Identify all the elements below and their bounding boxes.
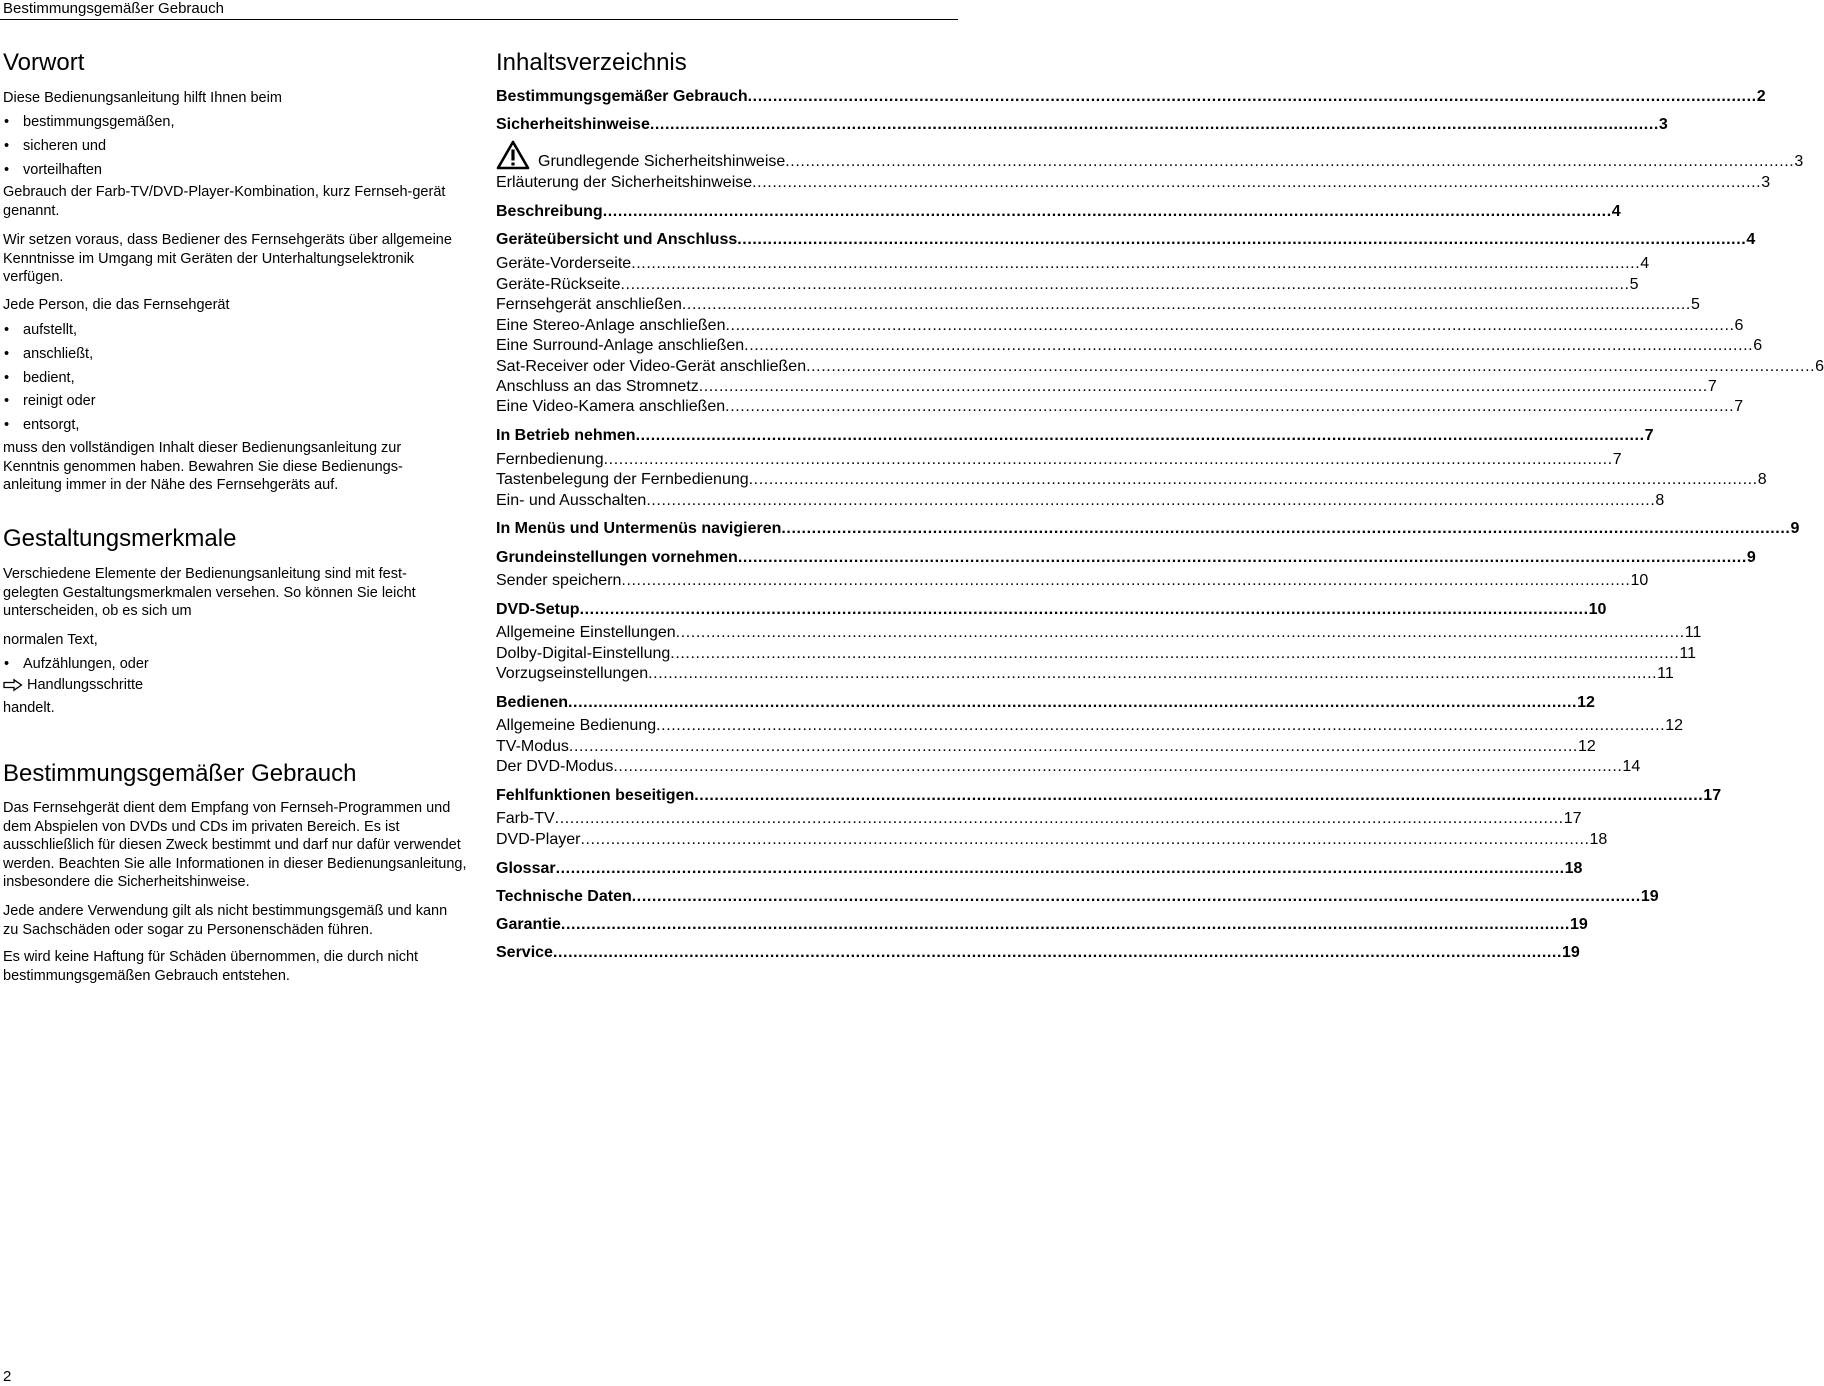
heading-gestaltungsmerkmale: Gestaltungsmerkmale (3, 525, 237, 552)
toc-entry[interactable] (496, 519, 1800, 539)
vorwort-paragraph: Gebrauch der Farb-TV/DVD-Player-Kombination, kurz Fernseh-gerät genannt. (3, 184, 446, 219)
toc-entry-label: DVD-Player (496, 831, 581, 848)
toc-leader-dots: ........................................................................................................................................................................................................ (648, 665, 1658, 682)
toc-heading: Inhaltsverzeichnis (496, 49, 687, 76)
toc-entry[interactable] (496, 173, 1771, 193)
toc-entry-label: TV-Modus (496, 738, 569, 755)
toc-leader-dots: ........................................................................................................................................................................................................ (568, 738, 1578, 755)
toc-leader-dots: ........................................................................................................................................................................................................ (725, 398, 1735, 415)
toc-leader-dots: ........................................................................................................................................................................................................ (681, 296, 1691, 313)
toc-entry-label: Grundlegende Sicherheitshinweise (538, 153, 786, 170)
toc-entry-page: 12 (1665, 717, 1683, 734)
toc-entry[interactable] (496, 470, 1767, 490)
toc-entry-label: Anschluss an das Stromnetz (496, 378, 699, 395)
toc-entry[interactable] (496, 623, 1702, 643)
page-number: 2 (3, 1368, 12, 1385)
toc-entry-page: 17 (1563, 810, 1582, 827)
toc-leader-dots: ........................................................................................................................................................................................................ (725, 317, 1735, 334)
vorwort-intro: Diese Bedienungsanleitung hilft Ihnen beim (3, 90, 282, 106)
toc-leader-dots: ........................................................................................................................................................................................................ (552, 944, 1562, 961)
toc-entry-label: Geräte-Rückseite (496, 276, 621, 293)
toc-entry[interactable] (496, 316, 1744, 336)
toc-entry-label: Geräteübersicht und Anschluss (496, 231, 738, 248)
toc-entry-page: 5 (1690, 296, 1700, 313)
toc-entry-page: 4 (1611, 203, 1621, 220)
toc-leader-dots: ........................................................................................................................................................................................................ (698, 378, 1708, 395)
toc-entry[interactable] (496, 859, 1583, 879)
toc-leader-dots: ........................................................................................................................................................................................................ (694, 787, 1704, 804)
toc-entry[interactable] (496, 887, 1659, 907)
toc-entry[interactable] (496, 943, 1580, 963)
toc-entry-page: 6 (1753, 337, 1763, 354)
toc-entry-page: 4 (1746, 231, 1756, 248)
toc-entry-page: 11 (1679, 645, 1696, 662)
toc-leader-dots: ........................................................................................................................................................................................................ (744, 337, 1754, 354)
toc-entry-page: 17 (1703, 787, 1722, 804)
toc-leader-dots: ........................................................................................................................................................................................................ (670, 645, 1680, 662)
toc-entry[interactable] (496, 230, 1756, 250)
toc-leader-dots: ........................................................................................................................................................................................................ (621, 572, 1631, 589)
toc-entry-page: 7 (1707, 378, 1717, 395)
toc-entry-page: 8 (1757, 471, 1767, 488)
gebrauch-paragraph: Es wird keine Haftung für Schäden übernommen, die durch nicht bestimmungsgemäßen Gebrauch entstehen. (3, 949, 419, 984)
toc-entry-page: 14 (1622, 758, 1641, 775)
toc-entry-label: Bedienen (496, 694, 569, 711)
toc-entry-label: Eine Stereo-Anlage anschließen (496, 317, 726, 334)
toc-entry-page: 19 (1562, 944, 1580, 961)
toc-entry-page: 8 (1655, 492, 1665, 509)
toc-entry-page: 2 (1756, 88, 1766, 105)
toc-entry-label: Fernsehgerät anschließen (496, 296, 682, 313)
toc-leader-dots: ........................................................................................................................................................................................................ (748, 471, 1758, 488)
toc-entry-page: 7 (1644, 427, 1654, 444)
toc-entry[interactable] (496, 152, 1804, 172)
toc-entry-page: 3 (1794, 153, 1804, 170)
toc-entry-label: Fernbedienung (496, 451, 604, 468)
toc-leader-dots: ........................................................................................................................................................................................................ (603, 451, 1613, 468)
toc-entry[interactable] (496, 254, 1650, 274)
toc-entry[interactable] (496, 202, 1621, 222)
toc-entry[interactable] (496, 809, 1582, 829)
toc-entry[interactable] (496, 491, 1665, 511)
toc-entry-label: Sender speichern (496, 572, 622, 589)
toc-entry-page: 7 (1612, 451, 1622, 468)
toc-leader-dots: ........................................................................................................................................................................................................ (620, 276, 1630, 293)
toc-entry-page: 18 (1564, 860, 1583, 877)
toc-entry[interactable] (496, 357, 1824, 377)
toc-entry[interactable] (496, 693, 1595, 713)
toc-entry[interactable] (496, 915, 1588, 935)
toc-entry-label: Geräte-Vorderseite (496, 255, 632, 272)
toc-entry[interactable] (496, 336, 1763, 356)
toc-entry-page: 11 (1657, 665, 1674, 682)
gestaltung-closing: handelt. (3, 700, 55, 716)
toc-leader-dots: ........................................................................................................................................................................................................ (752, 174, 1762, 191)
normal-text-example: normalen Text, (3, 632, 98, 648)
toc-leader-dots: ........................................................................................................................................................................................................ (781, 520, 1791, 537)
toc-leader-dots: ........................................................................................................................................................................................................ (555, 860, 1565, 877)
toc-entry[interactable] (496, 757, 1641, 777)
toc-leader-dots: ........................................................................................................................................................................................................ (649, 116, 1659, 133)
toc-entry[interactable] (496, 664, 1674, 684)
gebrauch-paragraph: Jede andere Verwendung gilt als nicht bestimmungsgemäß und kann zu Sachschäden oder sogar zu Personenschäden führen. (3, 903, 448, 938)
toc-entry-page: 10 (1588, 601, 1607, 618)
toc-entry[interactable] (496, 548, 1756, 568)
toc-entry[interactable] (496, 786, 1722, 806)
toc-leader-dots: ........................................................................................................................................................................................................ (613, 758, 1623, 775)
toc-entry-label: Erläuterung der Sicherheitshinweise (496, 174, 753, 191)
toc-entry-label: Technische Daten (496, 888, 632, 905)
toc-entry-label: DVD-Setup (496, 601, 580, 618)
toc-leader-dots: ........................................................................................................................................................................................................ (579, 601, 1589, 618)
toc-entry[interactable] (496, 644, 1696, 664)
toc-leader-dots: ........................................................................................................................................................................................................ (580, 831, 1590, 848)
toc-entry-page: 18 (1589, 831, 1608, 848)
toc-entry-label: Eine Surround-Anlage anschließen (496, 337, 745, 354)
toc-entry[interactable] (496, 275, 1639, 295)
toc-entry[interactable] (496, 426, 1654, 446)
toc-entry[interactable] (496, 600, 1607, 620)
toc-entry[interactable] (496, 737, 1596, 757)
toc-leader-dots: ........................................................................................................................................................................................................ (560, 916, 1570, 933)
toc-entry-label: Sat-Receiver oder Video-Gerät anschließen (496, 358, 807, 375)
toc-entry-label: Fehlfunktionen beseitigen (496, 787, 695, 804)
toc-leader-dots: ........................................................................................................................................................................................................ (737, 549, 1747, 566)
toc-entry-label: Vorzugseinstellungen (496, 665, 649, 682)
toc-entry[interactable] (496, 377, 1717, 397)
toc-entry-page: 7 (1734, 398, 1744, 415)
toc-entry-page: 10 (1630, 572, 1649, 589)
toc-entry-label: Ein- und Ausschalten (496, 492, 647, 509)
toc-entry[interactable] (496, 571, 1649, 591)
warning-triangle-icon (496, 140, 530, 170)
toc-entry-label: Dolby-Digital-Einstellung (496, 645, 671, 662)
toc-entry-label: Grundeinstellungen vornehmen (496, 549, 738, 566)
header-divider (0, 19, 958, 20)
toc-entry-label: Allgemeine Einstellungen (496, 624, 676, 641)
toc-entry-label: Farb-TV (496, 810, 555, 827)
toc-entry-page: 5 (1629, 276, 1639, 293)
toc-leader-dots: ........................................................................................................................................................................................................ (631, 888, 1641, 905)
running-header: Bestimmungsgemäßer Gebrauch (3, 0, 224, 17)
heading-vorwort: Vorwort (3, 49, 85, 76)
toc-entry-label: Service (496, 944, 553, 961)
toc-entry-page: 19 (1569, 916, 1588, 933)
hollow-arrow-icon (3, 679, 23, 691)
toc-leader-dots: ........................................................................................................................................................................................................ (675, 624, 1685, 641)
toc-leader-dots: ........................................................................................................................................................................................................ (656, 717, 1666, 734)
toc-entry-label: Tastenbelegung der Fernbedienung (496, 471, 749, 488)
vorwort-paragraph: Wir setzen voraus, dass Bediener des Fernsehgeräts über allgemeine Kenntnisse im Umgang mit Geräten der Unterhaltungselektronik verfügen. (3, 232, 452, 285)
toc-entry-page: 12 (1577, 694, 1595, 711)
toc-entry-label: Bestimmungsgemäßer Gebrauch (496, 88, 748, 105)
toc-entry-page: 3 (1761, 174, 1771, 191)
toc-leader-dots: ........................................................................................................................................................................................................ (635, 427, 1645, 444)
toc-entry[interactable] (496, 295, 1700, 315)
toc-entry[interactable] (496, 830, 1608, 850)
vorwort-paragraph: muss den vollständigen Inhalt dieser Bedienungsanleitung zur Kenntnis genommen haben. Bewahren Sie diese Bedienungs-anleitung immer in der Nähe des Fernsehgeräts auf. (3, 440, 403, 493)
vorwort-paragraph: Jede Person, die das Fernsehgerät (3, 297, 230, 313)
heading-bestimmungsgemaesser-gebrauch: Bestimmungsgemäßer Gebrauch (3, 760, 357, 787)
toc-entry-page: 9 (1746, 549, 1756, 566)
toc-entry[interactable] (496, 115, 1668, 135)
toc-leader-dots: ........................................................................................................................................................................................................ (568, 694, 1578, 711)
toc-entry-page: 9 (1790, 520, 1800, 537)
toc-entry-page: 6 (1815, 358, 1824, 375)
toc-leader-dots: ........................................................................................................................................................................................................ (785, 153, 1795, 170)
toc-entry-label: In Menüs und Untermenüs navigieren (496, 520, 782, 537)
toc-leader-dots: ........................................................................................................................................................................................................ (806, 358, 1816, 375)
toc-entry-label: Garantie (496, 916, 561, 933)
gebrauch-paragraph: Das Fernsehgerät dient dem Empfang von Fernseh-Programmen und dem Abspielen von DVDs und CDs im privaten Bereich. Es ist ausschließlich für diesen Zweck bestimmt und darf nur dafür verwendet werden. Beachten Sie alle Informationen in dieser Bedienungsanleitung, insbesondere die Sicherheitshinweise. (3, 800, 467, 890)
toc-entry-label: Der DVD-Modus (496, 758, 614, 775)
toc-leader-dots: ........................................................................................................................................................................................................ (631, 255, 1641, 272)
toc-entry[interactable] (496, 450, 1622, 470)
toc-entry-label: Allgemeine Bedienung (496, 717, 657, 734)
toc-leader-dots: ........................................................................................................................................................................................................ (554, 810, 1564, 827)
toc-entry-label: In Betrieb nehmen (496, 427, 636, 444)
toc-entry[interactable] (496, 397, 1744, 417)
toc-entry-page: 11 (1684, 624, 1702, 641)
toc-entry[interactable] (496, 87, 1766, 107)
toc-entry-page: 12 (1577, 738, 1596, 755)
gestaltung-paragraph: Verschiedene Elemente der Bedienungsanleitung sind mit fest-gelegten Gestaltungsmerkmalen versehen. So können Sie leicht unterscheiden, ob es sich um (3, 566, 416, 619)
toc-leader-dots: ........................................................................................................................................................................................................ (646, 492, 1656, 509)
toc-leader-dots: ........................................................................................................................................................................................................ (737, 231, 1747, 248)
toc-entry[interactable] (496, 716, 1683, 736)
toc-entry-label: Beschreibung (496, 203, 603, 220)
toc-entry-label: Glossar (496, 860, 556, 877)
toc-entry-page: 19 (1640, 888, 1659, 905)
toc-entry-page: 4 (1640, 255, 1650, 272)
toc-leader-dots: ........................................................................................................................................................................................................ (747, 88, 1757, 105)
toc-entry-label: Sicherheitshinweise (496, 116, 650, 133)
toc-entry-page: 3 (1658, 116, 1668, 133)
toc-leader-dots: ........................................................................................................................................................................................................ (602, 203, 1612, 220)
toc-entry-label: Eine Video-Kamera anschließen (496, 398, 726, 415)
toc-entry-page: 6 (1734, 317, 1744, 334)
